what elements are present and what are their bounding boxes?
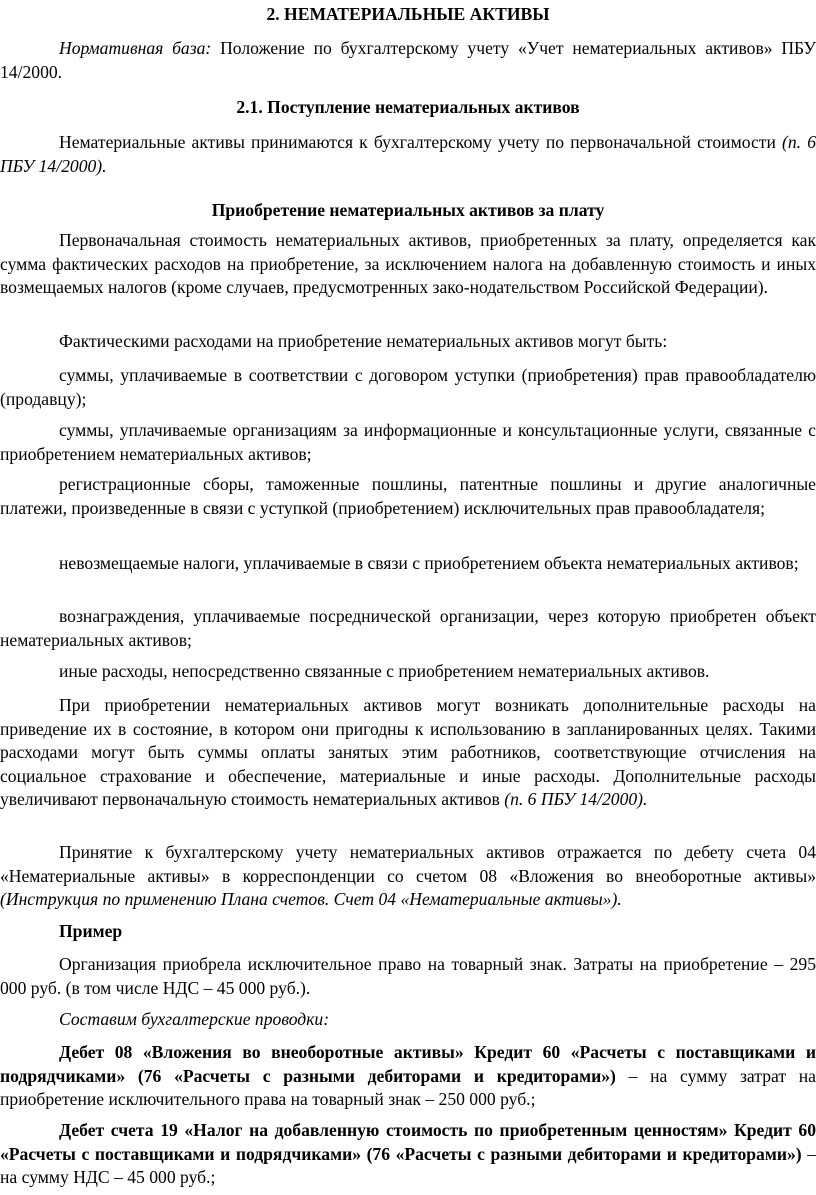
normative-base-paragraph	[0, 37, 816, 84]
section-heading: 2.1. Поступление нематериальных активов	[236, 97, 580, 117]
chapter-heading: 2. НЕМАТЕРИАЛЬНЫЕ АКТИВЫ	[266, 4, 550, 24]
list-item: регистрационные сборы, таможенные пошлины, патентные пошлины и другие аналогичные платежи, произведенные в связи с уступкой (приобретением) исключительных прав правообладателя;	[0, 474, 816, 518]
posting-entry	[0, 1041, 816, 1112]
example-label: Пример	[59, 921, 123, 941]
account-debit-paragraph	[0, 841, 816, 912]
acceptance-text: Нематериальные активы принимаются к бухгалтерскому учету по первоначальной стоимости	[59, 132, 783, 152]
additional-expenses-paragraph	[0, 694, 816, 812]
list-item: невозмещаемые налоги, уплачиваемые в связи с приобретением объекта нематериальных активов;	[59, 553, 799, 573]
acceptance-ref: (п. 6 ПБУ 14/2000).	[0, 132, 816, 176]
additional-expenses-ref: (п. 6 ПБУ 14/2000).	[504, 789, 648, 810]
acceptance-paragraph	[0, 131, 816, 178]
actual-expenses-intro: Фактическими расходами на приобретение нематериальных активов могут быть:	[59, 331, 668, 351]
example-paragraph: Организация приобрела исключительное право на товарный знак. Затраты на приобретение – 295 000 руб. (в том числе НДС – 45 000 руб.).	[0, 954, 816, 998]
posting-entry	[0, 1119, 816, 1190]
additional-expenses-text: При приобретении нематериальных активов могут возникать дополнительные расходы на приведение их в состояние, в котором они пригодны к использованию в запланированных целях. Такими расходами могут быть суммы оплаты занятых этим работников, соответствующие отчисления на социальное страхование и обеспечение, материальные и иные расходы. Дополнительные расходы увеличивают первоначальную стоимость нематериальных активов	[0, 695, 816, 810]
account-debit-ref: (Инструкция по применению Плана счетов. Счет 04 «Нематериальные активы»).	[0, 889, 622, 910]
account-debit-text: Принятие к бухгалтерскому учету нематериальных активов отражается по дебету счета 04 «Нематериальные активы» в корреспонденции со счетом 08 «Вложения во внеоборотные активы»	[0, 842, 816, 886]
normative-label: Нормативная база:	[59, 38, 212, 58]
posting-description: – на сумму затрат на приобретение исключительного права на товарный знак – 250 000 руб.;	[0, 1065, 816, 1110]
posting-description: – на сумму НДС – 45 000 руб.;	[0, 1143, 816, 1188]
subsection-heading: Приобретение нематериальных активов за плату	[211, 200, 605, 220]
initial-cost-paragraph: Первоначальная стоимость нематериальных активов, приобретенных за плату, определяется как сумма фактических расходов на приобретение, за исключением налога на добавленную стоимость и иных возмещаемых налогов (кроме случаев, предусмотренных зако-нодательством Российской Федерации).	[0, 230, 816, 298]
list-item: иные расходы, непосредственно связанные с приобретением нематериальных активов.	[59, 661, 710, 681]
posting-accounts: Дебет счета 19 «Налог на добавленную стоимость по приобретенным ценностям» Кредит 60 «Расчеты с поставщиками и подрядчиками» (76 «Расчеты с разными дебиторами и кредиторами»)	[0, 1120, 816, 1164]
postings-label: Составим бухгалтерские проводки:	[59, 1009, 330, 1029]
normative-text: Положение по бухгалтерскому учету «Учет нематериальных активов» ПБУ 14/2000.	[0, 38, 816, 82]
list-item: вознаграждения, уплачиваемые посреднической организации, через которую приобретен объект нематериальных активов;	[0, 606, 816, 650]
list-item: суммы, уплачиваемые в соответствии с договором уступки (приобретения) прав правообладателю (продавцу);	[0, 365, 816, 409]
list-item: суммы, уплачиваемые организациям за информационные и консультационные услуги, связанные с приобретением нематериальных активов;	[0, 420, 816, 464]
posting-accounts: Дебет 08 «Вложения во внеоборотные активы» Кредит 60 «Расчеты с поставщиками и подрядчиками» (76 «Расчеты с разными дебиторами и кредиторами»)	[0, 1042, 816, 1086]
